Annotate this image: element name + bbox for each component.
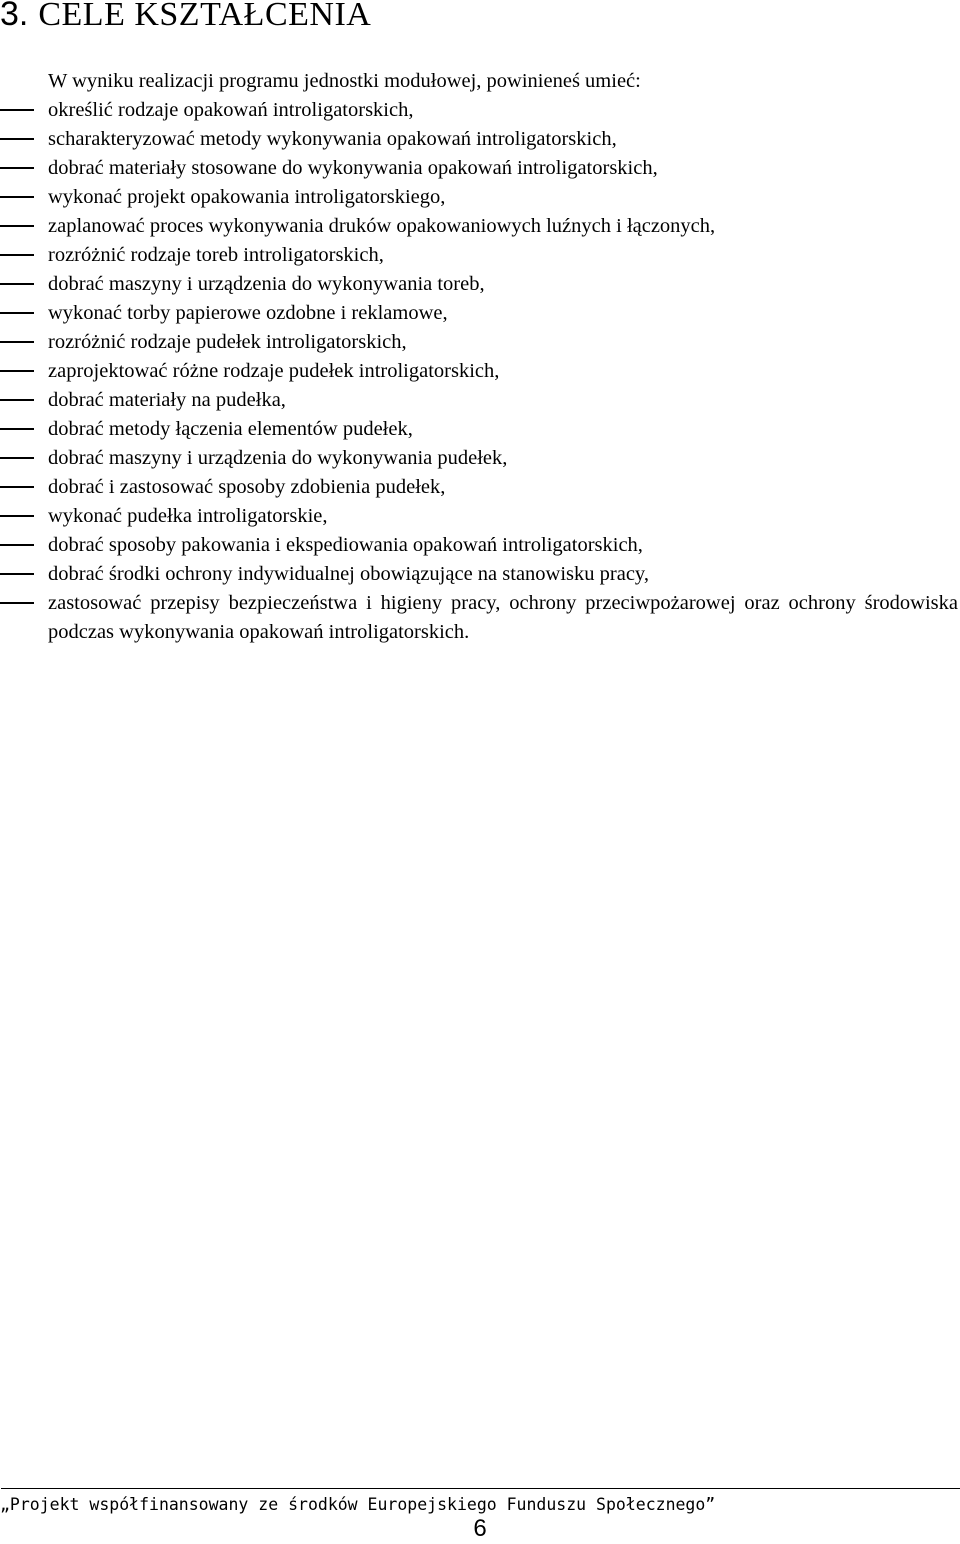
list-item-text: scharakteryzować metody wykonywania opakowań introligatorskich, [48, 128, 617, 150]
list-item [0, 502, 958, 531]
list-item [0, 444, 958, 473]
list-item [0, 531, 958, 560]
list-item-text: zaplanować proces wykonywania druków opakowaniowych luźnych i łączonych, [48, 215, 716, 237]
list-item-text: dobrać i zastosować sposoby zdobienia pudełek, [48, 476, 446, 498]
list-item [0, 328, 958, 357]
dash-bullet-icon [0, 544, 34, 546]
list-item-text: dobrać maszyny i urządzenia do wykonywania toreb, [48, 273, 485, 295]
list-item-text: zastosować przepisy bezpieczeństwa i higieny pracy, ochrony przeciwpożarowej oraz ochrony środowiska podczas wykonywania opakowań introligatorskich. [48, 592, 958, 643]
footer-divider [1, 1488, 960, 1489]
dash-bullet-icon [0, 457, 34, 459]
list-item [0, 154, 958, 183]
dash-bullet-icon [0, 515, 34, 517]
dash-bullet-icon [0, 225, 34, 227]
dash-bullet-icon [0, 312, 34, 314]
list-item [0, 415, 958, 444]
list-item-text: wykonać projekt opakowania introligatorskiego, [48, 186, 446, 208]
dash-bullet-icon [0, 109, 34, 111]
dash-bullet-icon [0, 573, 34, 575]
page-number: 6 [473, 1515, 487, 1542]
list-item [0, 589, 958, 647]
dash-bullet-icon [0, 428, 34, 430]
list-item-text: dobrać środki ochrony indywidualnej obowiązujące na stanowisku pracy, [48, 563, 649, 585]
list-item [0, 560, 958, 589]
list-item [0, 96, 958, 125]
list-item [0, 183, 958, 212]
list-item-text: rozróżnić rodzaje toreb introligatorskich, [48, 244, 384, 266]
dash-bullet-icon [0, 167, 34, 169]
dash-bullet-icon [0, 370, 34, 372]
dash-bullet-icon [0, 196, 34, 198]
list-item-text: dobrać sposoby pakowania i ekspediowania opakowań introligatorskich, [48, 534, 643, 556]
dash-bullet-icon [0, 138, 34, 140]
dash-bullet-icon [0, 399, 34, 401]
learning-goals-list [0, 96, 958, 647]
list-item [0, 473, 958, 502]
list-item-text: wykonać pudełka introligatorskie, [48, 505, 328, 527]
list-item-text: dobrać maszyny i urządzenia do wykonywania pudełek, [48, 447, 508, 469]
list-item-text: określić rodzaje opakowań introligatorskich, [48, 99, 414, 121]
section-heading [0, 0, 371, 35]
footer-project-note: „Projekt współfinansowany ze środków Europejskiego Funduszu Społecznego” [0, 1495, 716, 1514]
list-item [0, 299, 958, 328]
dash-bullet-icon [0, 602, 34, 604]
list-item [0, 212, 958, 241]
list-item-text: zaprojektować różne rodzaje pudełek introligatorskich, [48, 360, 500, 382]
list-item-text: wykonać torby papierowe ozdobne i reklamowe, [48, 302, 448, 324]
section-number: 3. [0, 0, 29, 33]
dash-bullet-icon [0, 283, 34, 285]
dash-bullet-icon [0, 486, 34, 488]
list-item [0, 270, 958, 299]
intro-text: W wyniku realizacji programu jednostki modułowej, powinieneś umieć: [48, 70, 641, 92]
list-item-text: dobrać metody łączenia elementów pudełek, [48, 418, 413, 440]
dash-bullet-icon [0, 341, 34, 343]
list-item [0, 241, 958, 270]
list-item-text: dobrać materiały na pudełka, [48, 389, 286, 411]
list-item [0, 386, 958, 415]
dash-bullet-icon [0, 254, 34, 256]
list-item-text: dobrać materiały stosowane do wykonywania opakowań introligatorskich, [48, 157, 658, 179]
list-item-text: rozróżnić rodzaje pudełek introligatorskich, [48, 331, 407, 353]
section-title: CELE KSZTAŁCENIA [38, 0, 372, 33]
list-item [0, 357, 958, 386]
list-item [0, 125, 958, 154]
